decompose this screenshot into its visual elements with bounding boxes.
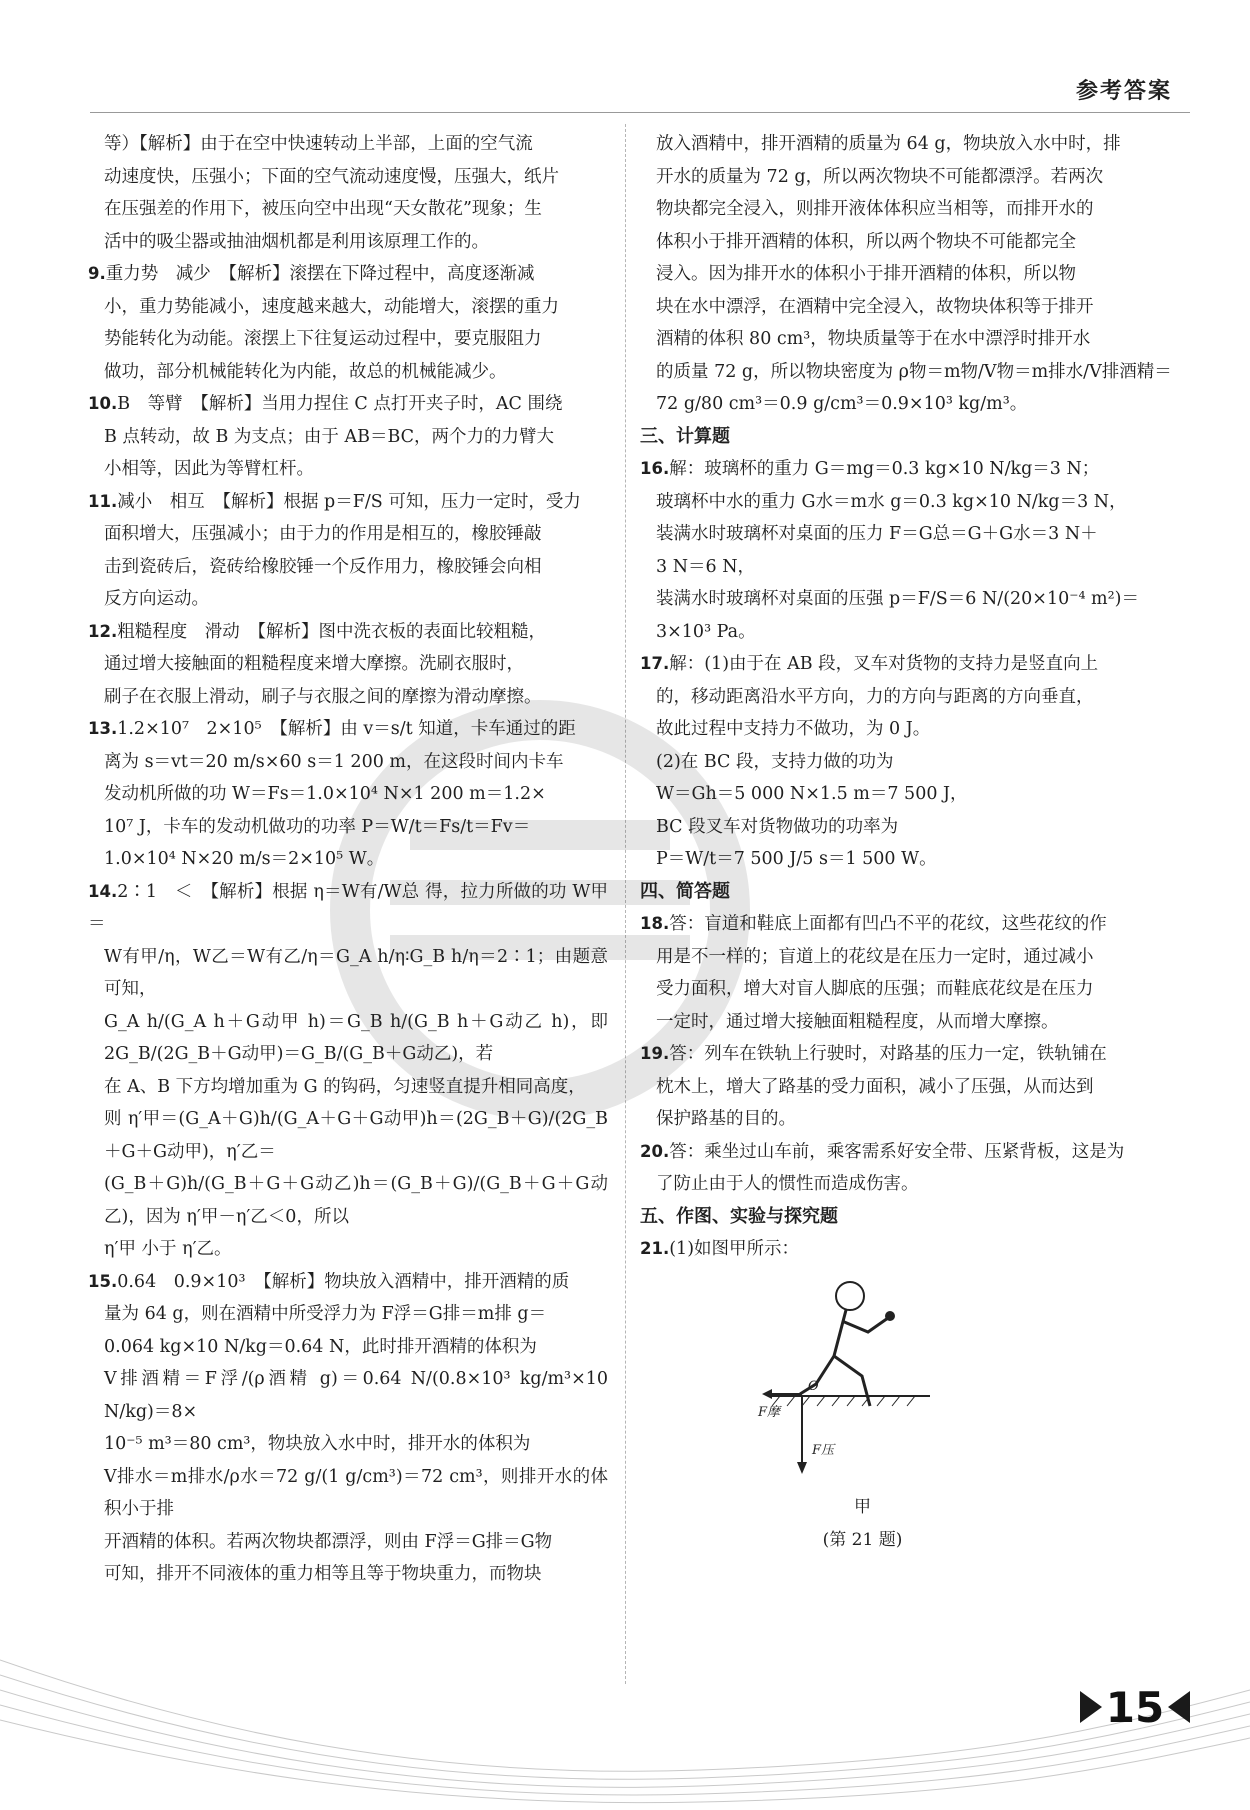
- question-number: 21.: [640, 1239, 670, 1258]
- answer-line: [88, 941, 608, 1006]
- answer-line: [88, 843, 608, 876]
- answer-line: [88, 1103, 608, 1168]
- answer-text: 发动机所做的功 W＝Fs＝1.0×10⁴ N×1 200 m＝1.2×: [104, 784, 546, 804]
- answer-text: 答：盲道和鞋底上面都有凹凸不平的花纹，这些花纹的作: [669, 914, 1107, 934]
- answer-text: W＝Gh＝5 000 N×1.5 m＝7 500 J，: [656, 784, 968, 804]
- answer-text: 可知，排开不同液体的重力相等且等于物块重力，而物块: [104, 1564, 542, 1584]
- page-number: [1060, 1684, 1210, 1730]
- answer-item: [88, 876, 608, 941]
- answer-line: [88, 453, 608, 486]
- answer-line: [640, 551, 1175, 584]
- answer-text: 粗糙程度 滑动 【解析】图中洗衣板的表面比较粗糙，: [117, 621, 546, 642]
- answer-text: B 点转动，故 B 为支点；由于 AB＝BC，两个力的力臂大: [104, 426, 555, 447]
- answer-text: 保护路基的目的。: [656, 1109, 796, 1129]
- answer-text: 物块都完全浸入，则排开液体体积应当相等，而排开水的: [656, 199, 1094, 219]
- answer-text: P＝W/t＝7 500 J/5 s＝1 500 W。: [656, 849, 937, 869]
- arrow-right-icon: [1080, 1691, 1102, 1723]
- section-heading-short: 四、简答题: [640, 880, 730, 902]
- answer-text: 反方向运动。: [104, 589, 209, 609]
- answer-text: (2)在 BC 段，支持力做的功为: [656, 751, 894, 772]
- answer-text: 一定时，通过增大接触面粗糙程度，从而增大摩擦。: [656, 1011, 1059, 1032]
- answer-text: 开酒精的体积。若两次物块都漂浮，则由 F浮＝G排＝G物: [104, 1531, 553, 1552]
- answer-line: [640, 941, 1175, 974]
- answer-line: [640, 778, 1175, 811]
- answer-text: 0.064 kg×10 N/kg＝0.64 N，此时排开酒精的体积为: [104, 1336, 537, 1357]
- hand-icon: [885, 1311, 895, 1321]
- answer-line: [88, 1428, 608, 1461]
- answer-text: 的，移动距离沿水平方向，力的方向与距离的方向垂直，: [656, 686, 1094, 707]
- answer-text: 3 N＝6 N，: [656, 556, 756, 577]
- answer-text: B 等臂 【解析】当用力捏住 C 点打开夹子时，AC 围绕: [117, 394, 563, 414]
- question-number: 12.: [88, 621, 118, 641]
- answer-text: 量为 64 g，则在酒精中所受浮力为 F浮＝G排＝m排 g＝: [104, 1304, 547, 1324]
- header-rule: [90, 112, 1190, 113]
- answer-text: 动速度快，压强小；下面的空气流动速度慢，压强大，纸片: [104, 166, 559, 187]
- answer-line: [88, 681, 608, 714]
- answer-line: [88, 746, 608, 779]
- answer-line: [640, 258, 1175, 291]
- answer-line: [88, 648, 608, 681]
- answer-item: [88, 486, 608, 519]
- friction-force-label: F摩: [758, 1404, 781, 1420]
- answer-text: 2∶1 ＜ 【解析】根据 η＝W有/W总 得，拉力所做的功 W甲＝: [88, 881, 608, 934]
- answer-line: [88, 1461, 608, 1526]
- header-tag: 参考答案: [1075, 79, 1172, 104]
- answer-text: 10⁻⁵ m³＝80 cm³，物块放入水中时，排开水的体积为: [104, 1434, 531, 1454]
- answer-text: 则 η′甲＝(G_A＋G)h/(G_A＋G＋G动甲)h＝(2G_B＋G)/(2G_B＋G＋G动甲)，η′乙＝: [104, 1109, 608, 1162]
- answer-line: [88, 421, 608, 454]
- runner-arm: [842, 1318, 888, 1332]
- answer-line: [640, 843, 1175, 876]
- question-number: 14.: [88, 881, 118, 901]
- answer-text: 0.64 0.9×10³ 【解析】物块放入酒精中，排开酒精的质: [117, 1271, 570, 1292]
- question-number: 11.: [88, 491, 118, 511]
- left-column: [88, 128, 608, 1591]
- answer-text: 击到瓷砖后，瓷砖给橡胶锤一个反作用力，橡胶锤会向相: [104, 556, 542, 577]
- answer-text: 玻璃杯中水的重力 G水＝m水 g＝0.3 kg×10 N/kg＝3 N，: [656, 491, 1127, 512]
- answer-text: V排酒精＝F浮/(ρ酒精 g)＝0.64 N/(0.8×10³ kg/m³×10 N/kg)＝8×: [104, 1369, 608, 1422]
- answer-text: G_A h/(G_A h＋G动甲 h)＝G_B h/(G_B h＋G动乙 h)，即 2G_B/(2G_B＋G动甲)＝G_B/(G_B＋G动乙)，若: [104, 1011, 608, 1064]
- answer-line: [88, 1331, 608, 1364]
- answer-text: 通过增大接触面的粗糙程度来增大摩擦。洗刷衣服时，: [104, 654, 524, 674]
- answer-line: [640, 583, 1175, 616]
- answer-item: [640, 648, 1175, 681]
- question-number: 10.: [88, 394, 118, 413]
- answer-text: 离为 s＝vt＝20 m/s×60 s＝1 200 m，在这段时间内卡车: [104, 751, 564, 772]
- answer-item: [88, 258, 608, 291]
- answer-item: [640, 1038, 1175, 1071]
- answer-text: 等）【解析】由于在空中快速转动上半部，上面的空气流: [104, 134, 533, 154]
- answer-text: 受力面积，增大对盲人脚底的压强；而鞋底花纹是在压力: [656, 979, 1094, 999]
- answer-line: [88, 1526, 608, 1559]
- answer-text: 3×10³ Pa。: [656, 621, 756, 642]
- answer-text: 故此过程中支持力不做功，为 0 J。: [656, 719, 931, 739]
- answer-text: 枕木上，增大了路基的受力面积，减小了压强，从而达到: [656, 1076, 1094, 1097]
- answer-line: [88, 356, 608, 389]
- question-number: 16.: [640, 459, 670, 478]
- answer-text: 面积增大，压强减小；由于力的作用是相互的，橡胶锤敲: [104, 524, 542, 544]
- answer-text: 体积小于排开酒精的体积，所以两个物块不可能都完全: [656, 231, 1076, 252]
- answer-line: [640, 518, 1175, 551]
- answer-line: [640, 193, 1175, 226]
- answer-text: 放入酒精中，排开酒精的质量为 64 g，物块放入水中时，排: [656, 134, 1121, 154]
- answer-line: [88, 1006, 608, 1071]
- answer-item: [88, 713, 608, 746]
- answer-line: [88, 1168, 608, 1233]
- answer-text: 在 A、B 下方均增加重为 G 的钩码，匀速竖直提升相同高度，: [104, 1076, 586, 1097]
- answer-line: [640, 713, 1175, 746]
- answer-text: 减小 相互 【解析】根据 p＝F/S 可知，压力一定时，受力: [117, 491, 581, 512]
- answer-line: [88, 1071, 608, 1104]
- answer-text: 势能转化为动能。滚摆上下往复运动过程中，要克服阻力: [104, 329, 542, 349]
- answer-line: [88, 323, 608, 356]
- answer-line: [88, 193, 608, 226]
- answer-text: 1.2×10⁷ 2×10⁵ 【解析】由 v＝s/t 知道，卡车通过的距: [117, 719, 576, 739]
- answer-line: [88, 291, 608, 324]
- answer-line: [88, 1298, 608, 1331]
- answer-text: (G_B＋G)h/(G_B＋G＋G动乙)h＝(G_B＋G)/(G_B＋G＋G动乙)，因为 η′甲－η′乙＜0，所以: [104, 1174, 608, 1227]
- answer-text: 装满水时玻璃杯对桌面的压强 p＝F/S＝6 N/(20×10⁻⁴ m²)＝: [656, 589, 1139, 609]
- answer-line: [640, 811, 1175, 844]
- answer-line: [640, 1168, 1175, 1201]
- answer-line: [640, 226, 1175, 259]
- answer-text: 浸入。因为排开水的体积小于排开酒精的体积，所以物: [656, 264, 1076, 284]
- answer-text: 解：玻璃杯的重力 G＝mg＝0.3 kg×10 N/kg＝3 N；: [669, 459, 1100, 479]
- answer-text: 在压强差的作用下，被压向空中出现“天女散花”现象；生: [104, 199, 542, 219]
- runner-head: [836, 1282, 864, 1310]
- right-column: [640, 128, 1175, 1566]
- answer-text: 用是不一样的；盲道上的花纹是在压力一定时，通过减小: [656, 946, 1094, 967]
- question-number: 17.: [640, 654, 670, 673]
- answer-item: [640, 1136, 1175, 1169]
- question-number: 18.: [640, 914, 670, 933]
- answer-line: [88, 1233, 608, 1266]
- figure-caption: (第 21 题): [822, 1529, 903, 1550]
- answer-text: V排水＝m排水/ρ水＝72 g/(1 g/cm³)＝72 cm³，则排开水的体积小于排: [104, 1466, 608, 1519]
- question-number: 15.: [88, 1271, 118, 1291]
- answer-text: 装满水时玻璃杯对桌面的压力 F＝G总＝G＋G水＝3 N＋: [656, 524, 1098, 544]
- figure-21: [640, 1266, 1175, 1566]
- answer-line: [640, 356, 1175, 389]
- answer-text: 答：列车在铁轨上行驶时，对路基的压力一定，铁轨铺在: [669, 1044, 1107, 1064]
- runner-diagram: [750, 1266, 950, 1496]
- answer-line: [88, 518, 608, 551]
- answer-item: [640, 908, 1175, 941]
- answer-text: η′甲 小于 η′乙。: [104, 1239, 232, 1259]
- answer-line: [88, 161, 608, 194]
- answer-text: 10⁷ J，卡车的发动机做功的功率 P＝W/t＝Fs/t＝Fv＝: [104, 816, 531, 837]
- answer-text: 块在水中漂浮，在酒精中完全浸入，故物块体积等于排开: [656, 296, 1094, 317]
- question-number: 19.: [640, 1044, 670, 1063]
- answer-text: 1.0×10⁴ N×20 m/s＝2×10⁵ W。: [104, 849, 385, 869]
- question-number: 9.: [88, 264, 106, 283]
- answer-line: [640, 681, 1175, 714]
- question-number: 20.: [640, 1141, 670, 1161]
- answer-line: [88, 226, 608, 259]
- answer-line: [88, 128, 608, 161]
- answer-line: [88, 811, 608, 844]
- answer-text: 做功，部分机械能转化为内能，故总的机械能减少。: [104, 361, 507, 382]
- answer-line: [640, 1071, 1175, 1104]
- page-number-text: 15: [1105, 1682, 1165, 1732]
- answer-text: 的质量 72 g，所以物块密度为 ρ物＝m物/V物＝m排水/V排酒精＝: [656, 361, 1172, 382]
- point-o-label: O: [808, 1378, 819, 1394]
- answer-item: [88, 1266, 608, 1299]
- answer-line: [640, 486, 1175, 519]
- answer-line: [640, 161, 1175, 194]
- section-heading-calc: 三、计算题: [640, 425, 730, 447]
- answer-line: [640, 746, 1175, 779]
- answer-text: 开水的质量为 72 g，所以两次物块不可能都漂浮。若两次: [656, 166, 1104, 187]
- answer-line: [640, 973, 1175, 1006]
- section-heading-experiment: 五、作图、实验与探究题: [640, 1205, 838, 1227]
- answer-item: [88, 388, 608, 421]
- question-21: [640, 1233, 1175, 1266]
- answer-line: [88, 1363, 608, 1428]
- answer-line: [640, 1103, 1175, 1136]
- answer-line: [640, 388, 1175, 421]
- question-text: (1)如图甲所示：: [669, 1239, 800, 1259]
- answer-line: [88, 778, 608, 811]
- answer-text: 小相等，因此为等臂杠杆。: [104, 459, 314, 479]
- answer-line: [640, 1006, 1175, 1039]
- figure-label: 甲: [854, 1496, 871, 1517]
- arrow-left-icon: [1168, 1691, 1190, 1723]
- answer-line: [88, 1558, 608, 1591]
- answer-item: [88, 616, 608, 649]
- answer-text: 解：(1)由于在 AB 段，叉车对货物的支持力是竖直向上: [669, 654, 1099, 674]
- answer-text: 酒精的体积 80 cm³，物块质量等于在水中漂浮时排开水: [656, 329, 1091, 349]
- answer-text: 重力势 减少 【解析】滚摆在下降过程中，高度逐渐减: [105, 264, 535, 284]
- answer-line: [640, 128, 1175, 161]
- answer-text: 答：乘坐过山车前，乘客需系好安全带、压紧背板，这是为: [669, 1141, 1125, 1162]
- answer-line: [640, 291, 1175, 324]
- answer-item: [640, 453, 1175, 486]
- answer-line: [88, 551, 608, 584]
- pressure-force-label: F压: [812, 1442, 835, 1458]
- answer-text: 72 g/80 cm³＝0.9 g/cm³＝0.9×10³ kg/m³。: [656, 394, 1028, 414]
- answer-text: 小，重力势能减小，速度越来越大，动能增大，滚摆的重力: [104, 296, 559, 317]
- answer-line: [640, 323, 1175, 356]
- question-number: 13.: [88, 719, 118, 738]
- answer-line: [88, 583, 608, 616]
- answer-text: 了防止由于人的惯性而造成伤害。: [656, 1174, 919, 1194]
- answer-line: [640, 616, 1175, 649]
- answer-text: BC 段叉车对货物做功的功率为: [656, 816, 899, 837]
- answer-text: W有甲/η，W乙＝W有乙/η＝G_A h/η∶G_B h/η＝2∶1；由题意可知，: [104, 946, 608, 999]
- answer-text: 活中的吸尘器或抽油烟机都是利用该原理工作的。: [104, 231, 489, 252]
- answer-text: 刷子在衣服上滑动，刷子与衣服之间的摩擦为滑动摩擦。: [104, 686, 542, 707]
